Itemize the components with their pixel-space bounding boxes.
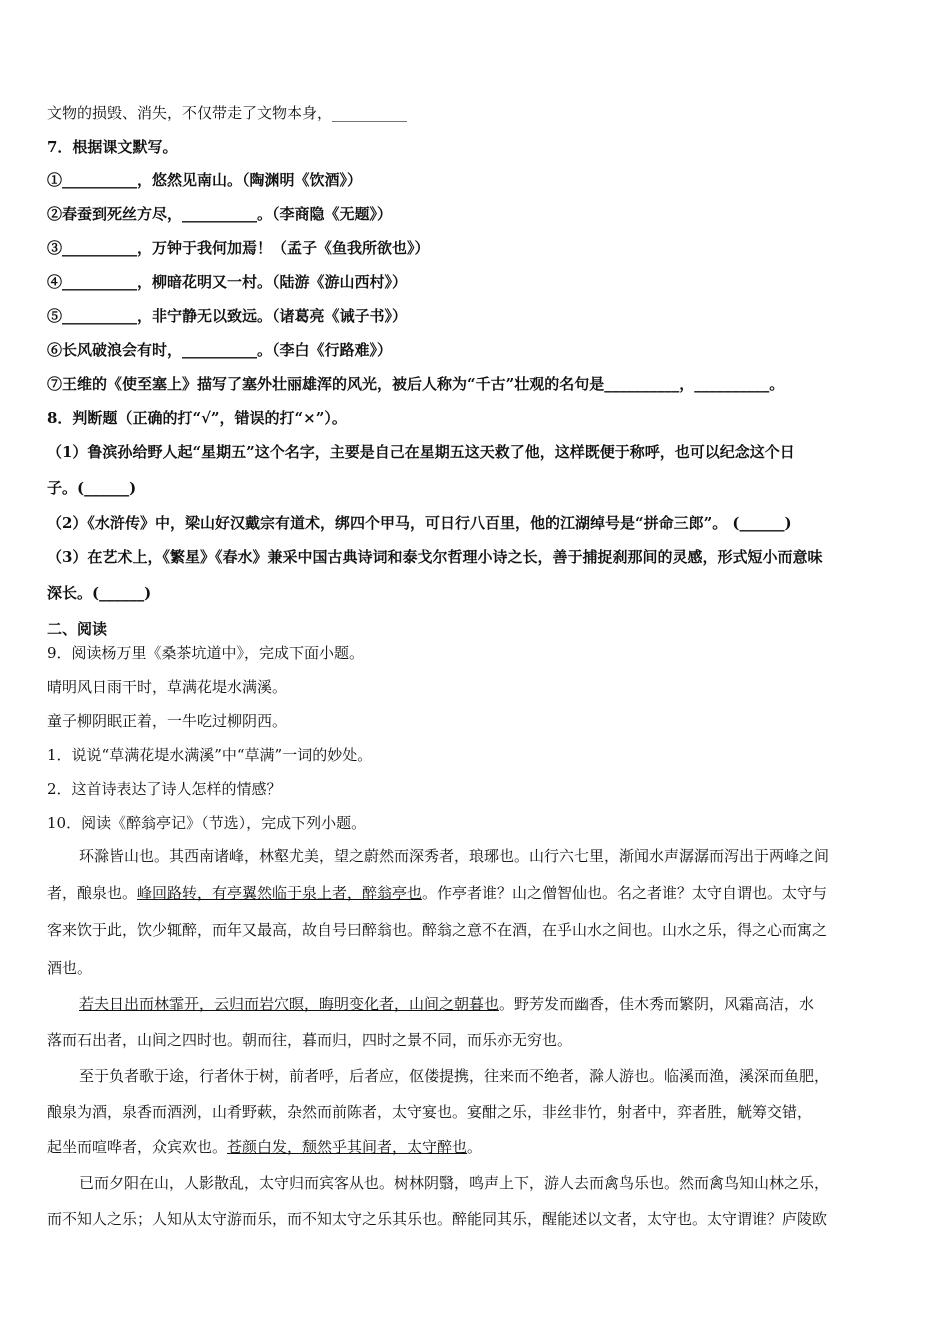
q9-sub-2: 2．这首诗表达了诗人怎样的情感？ <box>47 780 282 798</box>
para-1-line-2-text-a: 者，酿泉也。 <box>47 884 138 902</box>
para-3-line-3-text-b: 。 <box>467 1138 483 1156</box>
para-2-underlined-sentence: 若夫日出而林霏开，云归而岩穴暝，晦明变化者，山间之朝暮也 <box>79 995 500 1013</box>
q8-item-1-line-2: 子。(______) <box>47 479 137 497</box>
para-1-line-1: 环滁皆山也。其西南诸峰，林壑尤美，望之蔚然而深秀者，琅琊也。山行六七里，渐闻水声潺潺而泻出于两峰之间 <box>79 847 830 865</box>
para-1-underlined-sentence: 峰回路转，有亭翼然临于泉上者，醉翁亭也 <box>137 884 423 902</box>
q8-item-1-line-1: （1）鲁滨孙给野人起“星期五”这个名字，主要是自己在星期五这天救了他，这样既便于称呼，也可以纪念这个日 <box>47 443 795 461</box>
q8-item-2: （2）《水浒传》中，梁山好汉戴宗有道术，绑四个甲马，可日行八百里，他的江湖绰号是“拼命三郎”。 (______) <box>47 514 792 532</box>
q7-item-7: ⑦王维的《使至塞上》描写了塞外壮丽雄浑的风光，被后人称为“千古”壮观的名句是__________，__________。 <box>47 375 785 393</box>
para-1-line-4: 酒也。 <box>47 959 93 977</box>
q7-item-4: ④__________，柳暗花明又一村。（陆游《游山西村》） <box>47 273 408 291</box>
question-8-title: 8．判断题（正确的打“√”，错误的打“×”）。 <box>47 409 347 427</box>
q8-item-3-line-1: （3）在艺术上，《繁星》《春水》兼采中国古典诗词和泰戈尔哲理小诗之长，善于捕捉刹那间的灵感，形式短小而意味 <box>47 548 823 566</box>
q7-item-6: ⑥长风破浪会有时，__________。（李白《行路难》） <box>47 341 393 359</box>
question-7-title: 7．根据课文默写。 <box>47 138 178 156</box>
para-4-line-1: 已而夕阳在山，人影散乱，太守归而宾客从也。树林阴翳，鸣声上下，游人去而禽鸟乐也。然而禽鸟知山林之乐， <box>79 1174 830 1192</box>
question-9-title: 9．阅读杨万里《桑茶坑道中》，完成下面小题。 <box>47 644 365 662</box>
q7-item-2: ②春蚕到死丝方尽，__________。（李商隐《无题》） <box>47 205 393 223</box>
section-2-heading: 二、阅读 <box>47 620 108 638</box>
q7-item-5: ⑤__________，非宁静无以致远。（诸葛亮《诫子书》） <box>47 307 408 325</box>
q7-item-3: ③__________，万钟于我何加焉！（孟子《鱼我所欲也》） <box>47 239 430 257</box>
para-2-line-1-text-b: 。野芳发而幽香，佳木秀而繁阴，风霜高洁，水 <box>499 995 815 1013</box>
text-line-0: 文物的损毁、消失，不仅带走了文物本身，__________ <box>47 104 408 122</box>
poem-line-2: 童子柳阴眠正着，一牛吃过柳阴西。 <box>47 712 288 730</box>
para-2-line-1 <box>79 994 907 1014</box>
para-1-line-2-text-b: 。作亭者谁？山之僧智仙也。名之者谁？太守自谓也。太守与 <box>422 884 828 902</box>
q7-item-1: ①__________，悠然见南山。（陶渊明《饮酒》） <box>47 171 363 189</box>
para-3-line-2: 酿泉为酒，泉香而酒洌，山肴野蔌，杂然而前陈者，太守宴也。宴酣之乐，非丝非竹，射者中，弈者胜，觥筹交错， <box>47 1103 813 1121</box>
question-10-title: 10．阅读《醉翁亭记》（节选），完成下列小题。 <box>47 814 367 832</box>
para-3-line-3 <box>47 1137 907 1157</box>
para-2-line-2: 落而石出者，山间之四时也。朝而往，暮而归，四时之景不同，而乐亦无穷也。 <box>47 1031 573 1049</box>
para-3-underlined-sentence: 苍颜白发，颓然乎其间者，太守醉也 <box>227 1138 468 1156</box>
q8-item-3-line-2: 深长。(______) <box>47 584 152 602</box>
para-3-line-3-text-a: 起坐而喧哗者，众宾欢也。 <box>47 1138 228 1156</box>
para-1-line-2 <box>47 883 907 903</box>
para-4-line-2: 而不知人之乐；人知从太守游而乐，而不知太守之乐其乐也。醉能同其乐，醒能述以文者，太守也。太守谓谁？庐陵欧 <box>47 1210 828 1228</box>
para-3-line-1: 至于负者歌于途，行者休于树，前者呼，后者应，伛偻提携，往来而不绝者，滁人游也。临溪而渔，溪深而鱼肥， <box>79 1067 830 1085</box>
poem-line-1: 晴明风日雨干时，草满花堤水满溪。 <box>47 678 288 696</box>
para-1-line-3: 客来饮于此，饮少辄醉，而年又最高，故自号曰醉翁也。醉翁之意不在酒，在乎山水之间也。山水之乐，得之心而寓之 <box>47 921 828 939</box>
q9-sub-1: 1．说说“草满花堤水满溪”中“草满”一词的妙处。 <box>47 746 373 764</box>
